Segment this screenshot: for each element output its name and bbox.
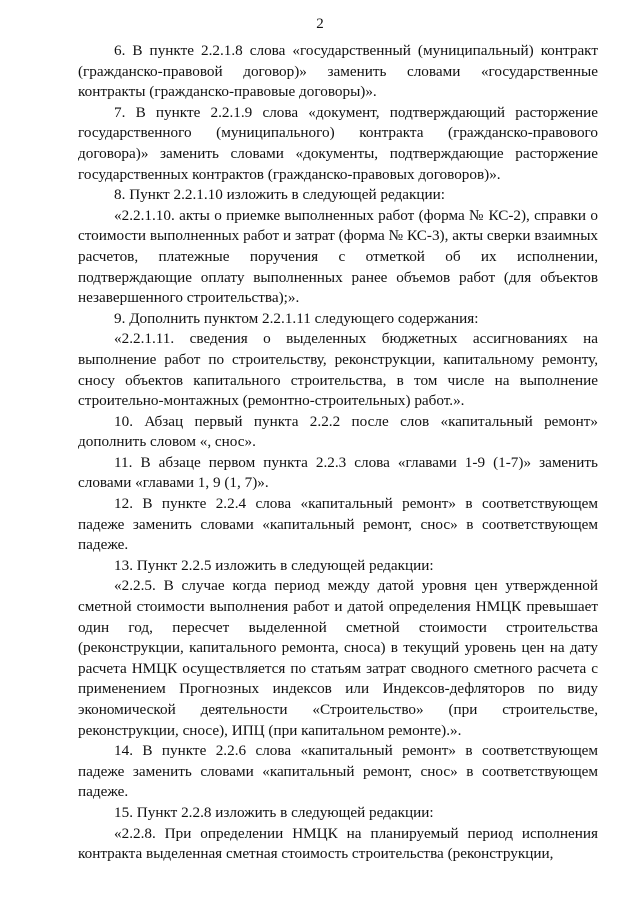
paragraph-item-12: 12. В пункте 2.2.4 слова «капитальный ремонт» в соответствующем падеже заменить словами «капитальный ремонт, снос» в соответствующем падеже. bbox=[78, 495, 598, 554]
document-body bbox=[78, 41, 598, 865]
paragraph-item-6: 6. В пункте 2.2.1.8 слова «государственный (муниципальный) контракт (гражданско-правовой договор)» заменить словами «государственные контракты (гражданско-правовые договоры)». bbox=[78, 42, 598, 101]
quoted-text-2-2-5: «2.2.5. В случае когда период между датой уровня цен утвержденной сметной стоимости выполнения работ и датой определения НМЦК превышает один год, пересчет выделенной сметной стоимости строительства (реконструкции, капитального ремонта, сноса) в текущий уровень цен на дату расчета НМЦК осуществляется по статьям затрат сводного сметного расчета с применением Прогнозных индексов или Индексов-дефляторов по виду экономической деятельности «Строительство» (при строительстве, реконструкции, сносе), ИПЦ (при капитальном ремонте).». bbox=[78, 577, 598, 739]
quoted-text-2-2-1-10: «2.2.1.10. акты о приемке выполненных работ (форма № КС-2), справки о стоимости выполненных работ и затрат (форма № КС-3), акты сверки взаимных расчетов, платежные поручения с отметкой об их исполнении, подтверждающие оплату выполненных ранее объемов работ (для объектов незавершенного строительства);». bbox=[78, 206, 598, 307]
quoted-text-2-2-1-11: «2.2.1.11. сведения о выделенных бюджетных ассигнованиях на выполнение работ по строительству, реконструкции, капитальному ремонту, сносу объектов капитального строительства, в том числе на выполнение строительно-монтажных (ремонтно-строительных) работ.». bbox=[78, 330, 598, 410]
paragraph-item-14: 14. В пункте 2.2.6 слова «капитальный ремонт» в соответствующем падеже заменить словами «капитальный ремонт, снос» в соответствующем падеже. bbox=[78, 742, 598, 801]
paragraph-item-11: 11. В абзаце первом пункта 2.2.3 слова «главами 1-9 (1-7)» заменить словами «главами 1, 9 (1, 7)». bbox=[78, 453, 598, 492]
quoted-text-2-2-8: «2.2.8. При определении НМЦК на планируемый период исполнения контракта выделенная сметная стоимость строительства (реконструкции, bbox=[78, 824, 598, 863]
paragraph-item-13: 13. Пункт 2.2.5 изложить в следующей редакции: bbox=[114, 556, 434, 574]
paragraph-item-9: 9. Дополнить пунктом 2.2.1.11 следующего содержания: bbox=[114, 309, 479, 327]
paragraph-item-7: 7. В пункте 2.2.1.9 слова «документ, подтверждающий расторжение государственного (муниципального) контракта (гражданско-правового договора)» заменить словами «документы, подтверждающие расторжение государственных контрактов (гражданско-правовых договоров)». bbox=[78, 103, 598, 183]
paragraph-item-10: 10. Абзац первый пункта 2.2.2 после слов «капитальный ремонт» дополнить словом «, снос». bbox=[78, 412, 598, 451]
page-number: 2 bbox=[316, 16, 324, 32]
paragraph-item-15: 15. Пункт 2.2.8 изложить в следующей редакции: bbox=[114, 803, 434, 821]
paragraph-item-8: 8. Пункт 2.2.1.10 изложить в следующей редакции: bbox=[114, 186, 445, 204]
